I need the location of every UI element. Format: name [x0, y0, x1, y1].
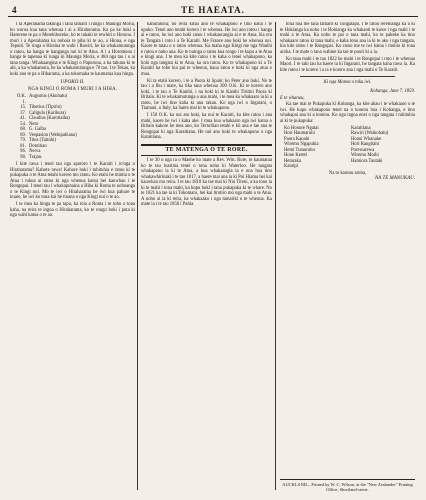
- page-header: [8, 4, 418, 17]
- signatory-name: Karaipi: [284, 164, 299, 169]
- list-name: Tiberius (Tipirio): [29, 105, 62, 110]
- masthead-title: TE HAEATA.: [181, 5, 245, 15]
- signatory-name: Hetaraka: [284, 158, 301, 164]
- list-year: 96.: [20, 149, 26, 154]
- list-year: 54.: [20, 121, 26, 127]
- list-name: Vespasion (Wehipahiana): [29, 132, 77, 138]
- section-heading: UPOKO II.: [60, 79, 85, 85]
- article-paragraph: Ki ta etahi korero, i te a Paora ki Spain; ko Peter ano hoki. No te tau i a Ihu i mate, ka tika tana whenua 300 O.K. Ki te korero ano hoki, i te tau o Te Kanihi, i na hoki ki te Kanihi Tiritini Paora ki Britain. Ki te whakamutunga o ana mahi, i te mea ka whakaaro ia ki a ratou, he iwi tino kaha ki ana rakau. Ko nga iwi o Ingarani, o Tiamani, o Italy, ka haere mai ki te whakapono.: [141, 78, 272, 111]
- emperor-list: [14, 94, 135, 160]
- list-year: 41.: [20, 116, 26, 121]
- column-rule: [137, 22, 138, 490]
- signatory-name: Hori Haumaruhi: [284, 131, 315, 136]
- column-middle: [141, 22, 272, 492]
- column-left: [10, 22, 135, 492]
- signatory-name: Ko Honore Ngatai: [284, 125, 319, 131]
- list-year: 69.: [20, 132, 26, 138]
- signatory-name: Hoani Whanake: [351, 136, 382, 142]
- signatory-name: Paora Kanahi: [284, 136, 310, 142]
- article-paragraph: I kite rawa i tenei tau nga apotoro i te Karaiti i ro'nga o Hiraharama? Kahore rawa! Kahore hoki i tuhituhia e ratou ki te pukapuka o te Atua tetahi korero mo ratou. Ko etahi he minita o te Atua i tukua ai ratou ki nga whenua katoa hei kauwhau i te Rongopai. I tenei tau i whakaputaina a Hiha ki Roma te nohoanga o te Kingi nui. Mo te iwi o Hiraharama he iwi kua pahure te kuare, he iwi ko tona kai he tinana o nga Kingi nui o te ao.: [10, 162, 135, 200]
- list-name: Domitian: [29, 143, 47, 149]
- list-name: G. Galba: [29, 127, 46, 132]
- column-rule: [275, 22, 276, 490]
- list-year: 98.: [20, 154, 26, 160]
- signatory-list: [284, 126, 415, 170]
- section-divider: [300, 76, 395, 77]
- list-year: O.K. 1.: [16, 94, 26, 105]
- list-name: Caligula (Karikura): [29, 110, 66, 116]
- list-item: [14, 94, 135, 105]
- page-number: 4: [12, 5, 17, 15]
- letter-dateline: Kohanga, June 7, 1859.: [370, 88, 415, 94]
- list-year: 81.: [20, 143, 26, 149]
- signatory-name: Karaitiana: [351, 125, 371, 131]
- letter-salutation: E te whanau,: [280, 95, 305, 101]
- letter-signature: NA TE MANUKAU.: [374, 176, 415, 181]
- letter-heading: Ki nga Manea o toku iwi.: [323, 80, 372, 85]
- article-paragraph: tona hoa me tana tamaiti ki Tongatapu. I te ratou reremanga ka u ki te Hokianga ka noho i te Hokianga ka whakaoti te kawe i nga mahi i te mahi a te Atua. Ka noho te pai o tana mahi, ko te pakeke ka tino whakaaro ratou ki tana mahi, e kaha tonu ana ia ki te ako i nga tangata, kia kite ratou i te Rongopai. Ko ratou me te iwi katoa i mohio ki tona aroha. I te mate o tana wahine ka tae te pouri ki a ia.: [280, 22, 415, 55]
- article-paragraph: I te mea ka hinga te pa tapu, ka toia a Roma i te tohu o tona kaha, na reira te ingoa o Hiraharama, ko te rongo hoki i puta ki nga wahi katoa o te ao.: [10, 202, 135, 218]
- list-year: 37.: [20, 110, 26, 116]
- article-paragraph: I ta Aperahama takunga i tana tamaiti i runga i Maunga Moria, ho wurua kua tana whenua i ai a Hirahurama. Ka pa ke hoki a Harerene te pa o Merekihoreke, ko te tahaki te rewhiti o Horuno. I muri i a Aperahama ka nohoia te piha ki te ao, a Hiona, e nga Tepuiti. Te ringa o Hiraina te wahi i Rawiri, he ka whakamutunga o ratou, ka hanga te hanganga nui ki te Atua. A i a Horomona i hanga te tapenaa ki runga ki Maunga Moria, e 484 nga tau i u ai tana tanga. Whakaangina e te Kingi o Papurona, a ka tahuna ki te ahi, a ka whakamoia, he ka whakamutunga e 70 tau. I te Tekau, ka hoki ano te pa o Hiharama, a ka tokomaha te kaumatua kua hinga.: [10, 22, 135, 77]
- list-name: Augustus (Akuhatu): [29, 94, 68, 99]
- list-year: 15.: [20, 105, 26, 110]
- article-paragraph: I 150 O.K. ka nui atu hoki, ka nui te Karaiti, ka kite ratou i ana mahi, kaore he iwi i kaha ake. I mua kua whakaaro nga iwi katoa o Britain kahore he mea ano, ko Tertullian tetahi e kii ana e tae ana te Rongopai ki nga Karaitiana. He nui ano hoki te whakapono o nga Karaitiana.: [141, 113, 272, 140]
- signatory-name: Wiremu Ngapuhia: [284, 142, 319, 147]
- signatory-name: Hemi Tutauruhu: [284, 147, 315, 153]
- article-paragraph: Ko tana mahi i te tau 1822 he mahi i te Rongopai i roto i te whenua Maori. I te tahi tau ka haere ia ki Ingarani, he tangata kaha rawa ia. Ka kite ratou i te korero i a ia e korero ana i nga mahi o Te Karaiti.: [280, 56, 415, 73]
- list-item: [14, 155, 135, 161]
- list-name: Titus (Taituhi): [29, 138, 56, 143]
- list-name: Claudius (Karotiaiha): [29, 116, 70, 121]
- letter-closing: Na to koutou aroha,: [328, 170, 367, 176]
- emperor-list-caption: NGA KINGI O ROMA I MURI I A HIHA.: [27, 86, 118, 92]
- signatory-name: Hori Rangitahi: [351, 142, 379, 147]
- signatory-name: Porewarewa: [351, 147, 375, 153]
- list-name: Nerva: [29, 149, 41, 154]
- column-right: [280, 22, 415, 492]
- letter-body: Ka tae mai te Pukapuka ki Kohanga, ka kite ahau i te whakaaro o te iwi. He kupu whakapono tenei na o koutou hoa i Kohanga, e tino whakapai ana ki a koutou. Ko nga ingoa enei o nga tangata i tuhituhia ai ki te pukapuka:: [280, 102, 415, 124]
- list-year: 68.: [20, 127, 26, 132]
- signatory-name: Hamiora Tautaki: [351, 158, 383, 164]
- signatory-name: Hone Kereti: [284, 153, 308, 158]
- article-paragraph: kahurahora; no reira kihai ano te whakapono e tino kaha i te upoko. Tenei ano tetahi korero i te whenua. He iwi ano ratou i hanga ai e ratou, he iwi ano hoki ratou i whakaorangia ai e te Atua. Ka ora te Tangata i roto i a Te Karaiti. Me France ano hoki he whenua nui. Kaore te tatau o o ratou whenua. Ka maha nga Kingi me nga Wanihi e ratou e noho ana. Ko te nuinga o ratou kua rongo i te kupu a te Atua e kingi ana. I te mea ka kite ratou i te kaha o tenei whakapono, ka hoki nga tangata ki te Atua, ka ora ratou. Ko te whakapono ki a Te Karaiti ka tohe kia pai te whenua, kaua ratou e hoki ki nga atua o mua.: [141, 22, 272, 77]
- signatory-name: Rawiri (Waikohatu): [351, 131, 389, 136]
- article-headline: TE MATENGA O TE RORE.: [141, 144, 272, 157]
- list-name: Nero: [29, 121, 39, 127]
- list-year: 79.: [20, 138, 26, 143]
- printer-imprint: AUCKLAND—Printed by W. C. Wilson, at the "New Zealander" Printing Office, Shortland-street.: [280, 479, 415, 492]
- article-paragraph: I te 30 o nga ra o Maehe ko mate a Rev. Wm. Rore, te kaumatua ko te tau tuarima tenei o tona noho ki Waterloo. He tangata whakapono ia ki te Atua, a kua whakaangia ia e ona hoa tino whakawhirinaki i te tau 1817, a haere mai ana ia ki Poi Hiama hei kai kauwhau mo reira. I te tau 1818 ka tae mai ki Niu Tireni, a ka tono ia ki te mahi i tona mahi, ka hopu hoki i tana pukapuka ki te whare. No te 1821 ka tae ia ki Tokomaru, hei kai tirotiro mo nga mahi o te Atua. A noho ai ia ki reira, ka whakaako i nga tamariki o te whenua. Ka mate ia i te tau 1858 i Pahia.: [141, 158, 272, 207]
- list-name: Trajan.: [29, 154, 43, 160]
- signatory-name: Wiremu Moihi: [351, 153, 379, 158]
